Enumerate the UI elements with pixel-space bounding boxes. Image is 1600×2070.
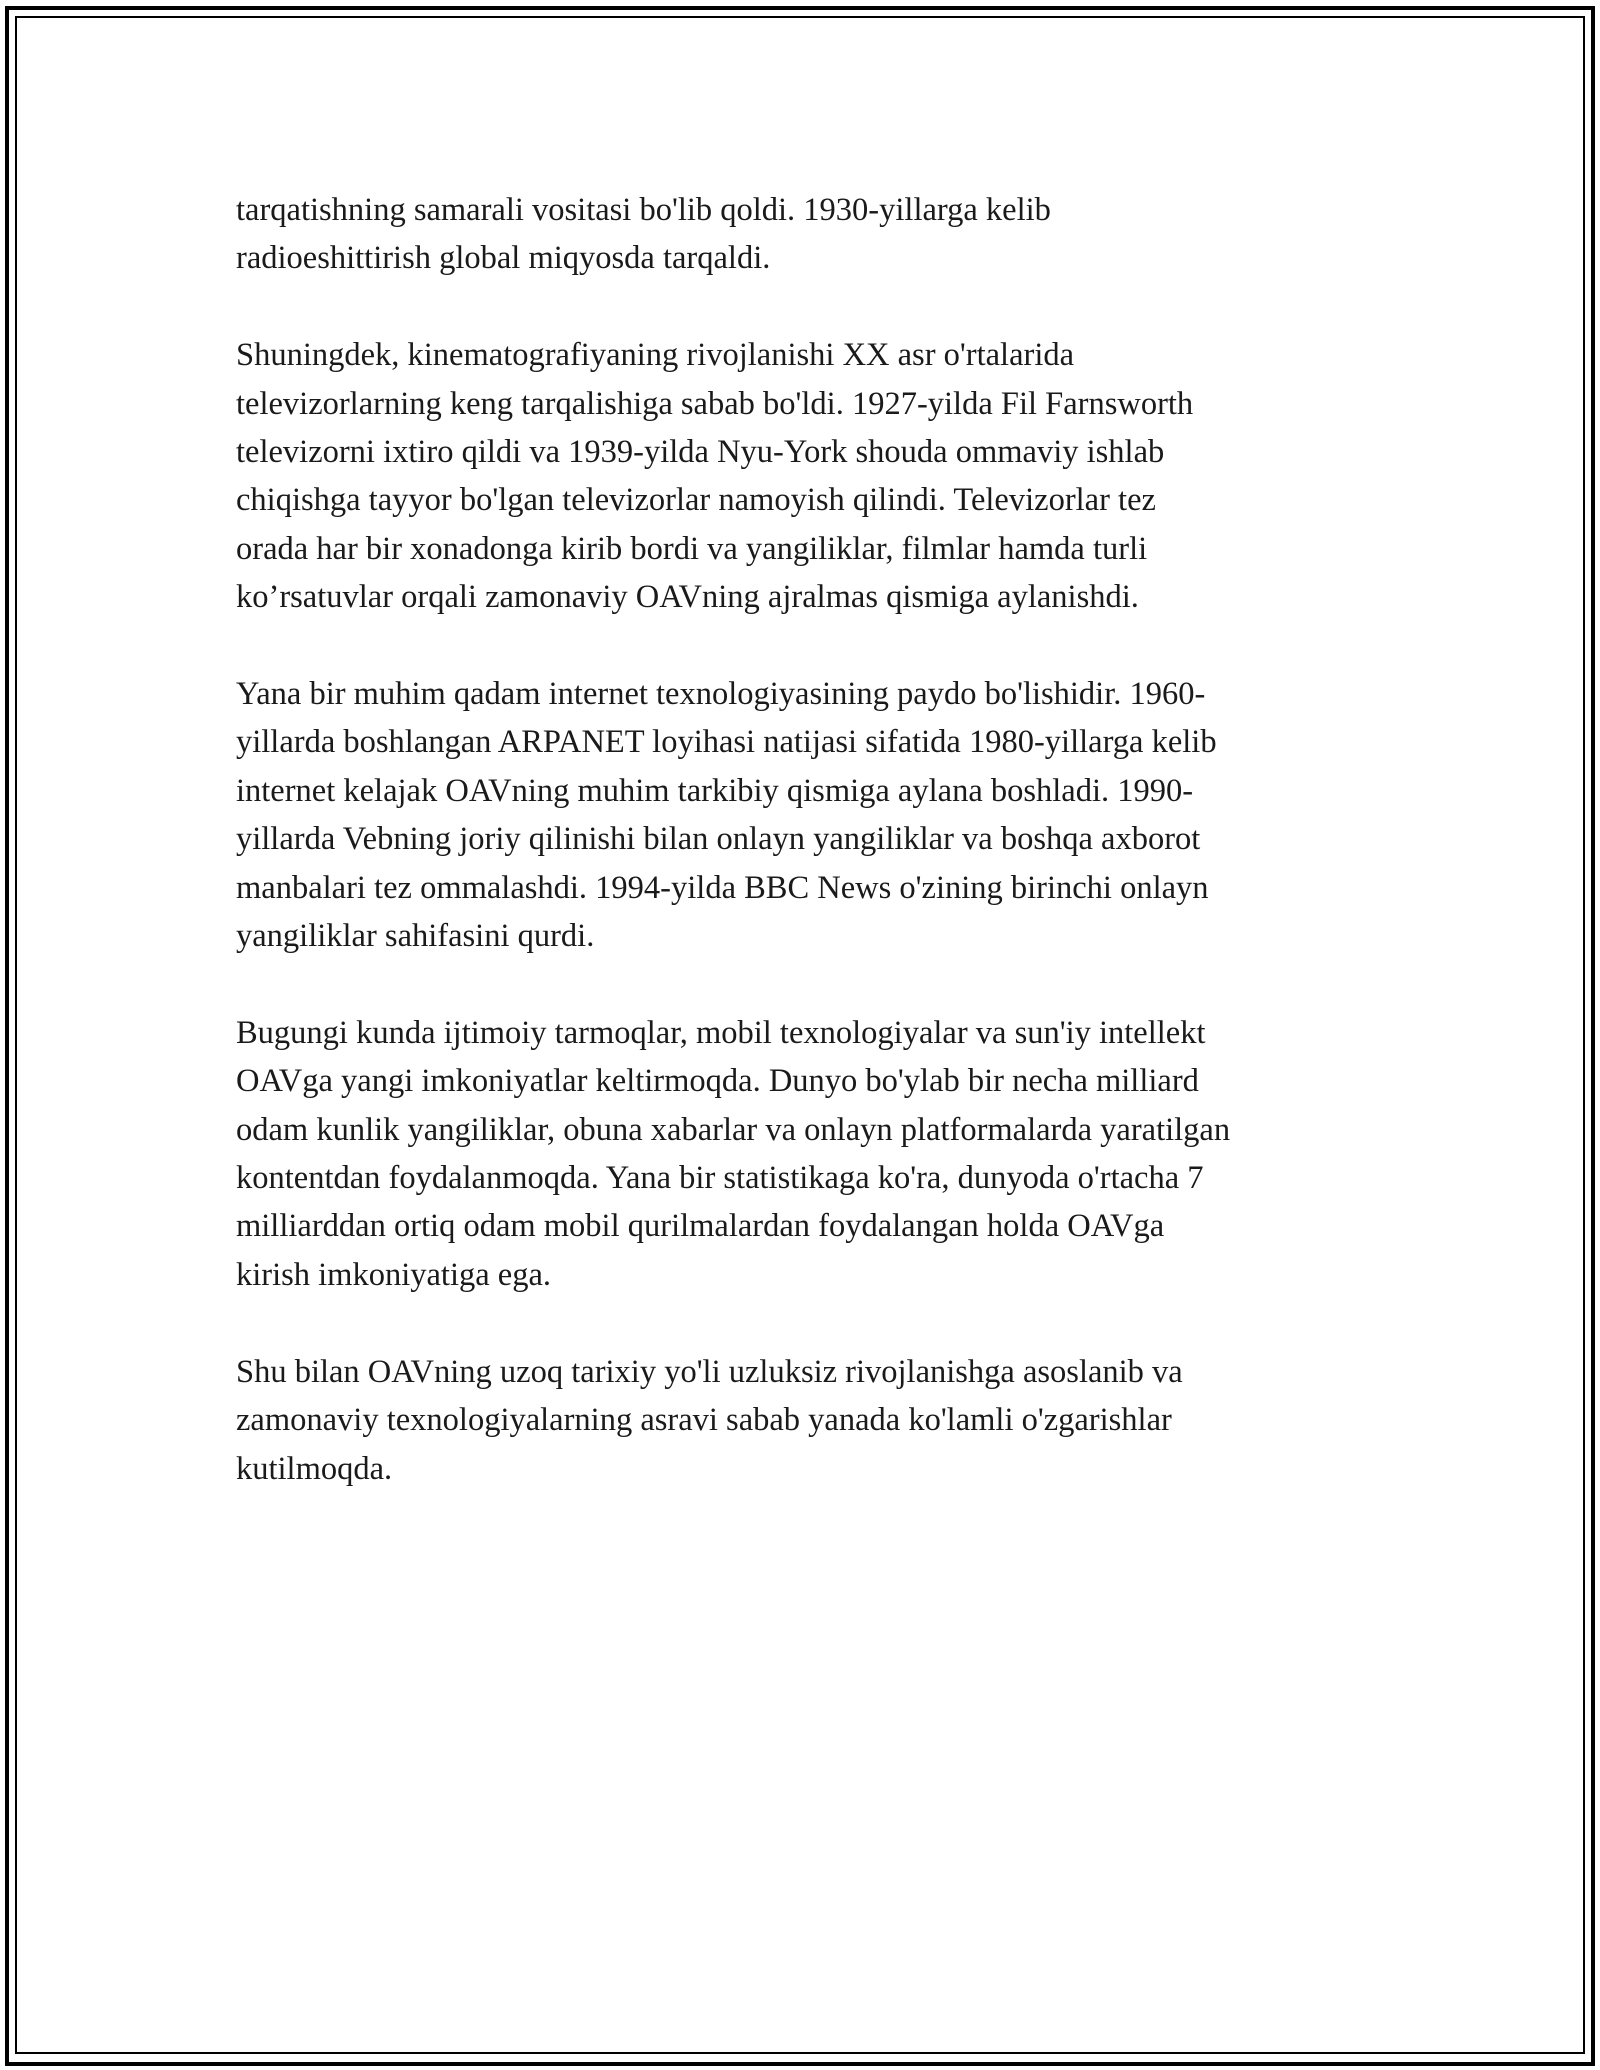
text-line: manbalari tez ommalashdi. 1994-yilda BBC News o'zining birinchi onlayn (236, 869, 1209, 906)
text-line: milliarddan ortiq odam mobil qurilmalardan foydalangan holda OAVga (236, 1208, 1165, 1245)
text-line: radioeshittirish global miqyosda tarqaldi. (236, 240, 771, 277)
text-line: OAVga yangi imkoniyatlar keltirmoqda. Dunyo bo'ylab bir necha milliard (236, 1063, 1199, 1100)
paragraph-conclusion (236, 1348, 1376, 1493)
paragraph-radio (236, 186, 1376, 283)
text-line: Yana bir muhim qadam internet texnologiyasining paydo bo'lishidir. 1960- (236, 676, 1206, 713)
text-line: zamonaviy texnologiyalarning asravi sabab yanada ko'lamli o'zgarishlar (236, 1402, 1172, 1439)
text-line: yangiliklar sahifasini qurdi. (236, 918, 595, 955)
text-line: Shu bilan OAVning uzoq tarixiy yo'li uzluksiz rivojlanishga asoslanib va (236, 1353, 1183, 1390)
text-line: Shuningdek, kinematografiyaning rivojlanishi XX asr o'rtalarida (236, 337, 1075, 374)
text-line: chiqishga tayyor bo'lgan televizorlar namoyish qilindi. Televizorlar tez (236, 482, 1156, 519)
paragraph-internet (236, 670, 1376, 960)
text-line: yillarda boshlangan ARPANET loyihasi natijasi sifatida 1980-yillarga kelib (236, 724, 1217, 761)
text-line: ko’rsatuvlar orqali zamonaviy OAVning ajralmas qismiga aylanishdi. (236, 579, 1139, 616)
document-body (236, 186, 1376, 1541)
text-line: yillarda Vebning joriy qilinishi bilan onlayn yangiliklar va boshqa axborot (236, 821, 1201, 858)
text-line: odam kunlik yangiliklar, obuna xabarlar va onlayn platformalarda yaratilgan (236, 1111, 1231, 1148)
paragraph-television (236, 331, 1376, 621)
text-line: televizorlarning keng tarqalishiga sabab bo'ldi. 1927-yilda Fil Farnsworth (236, 385, 1194, 422)
text-line: kirish imkoniyatiga ega. (236, 1256, 552, 1293)
text-line: kontentdan foydalanmoqda. Yana bir statistikaga ko'ra, dunyoda o'rtacha 7 (236, 1160, 1204, 1197)
text-line: Bugungi kunda ijtimoiy tarmoqlar, mobil texnologiyalar va sun'iy intellekt (236, 1014, 1206, 1051)
text-line: tarqatishning samarali vositasi bo'lib qoldi. 1930-yillarga kelib (236, 192, 1051, 228)
paragraph-social-media (236, 1009, 1376, 1299)
text-line: orada har bir xonadonga kirib bordi va yangiliklar, filmlar hamda turli (236, 530, 1148, 567)
text-line: internet kelajak OAVning muhim tarkibiy qismiga aylana boshladi. 1990- (236, 772, 1194, 809)
text-line: televizorni ixtiro qildi va 1939-yilda Nyu-York shouda ommaviy ishlab (236, 434, 1165, 471)
text-line: kutilmoqda. (236, 1450, 393, 1487)
